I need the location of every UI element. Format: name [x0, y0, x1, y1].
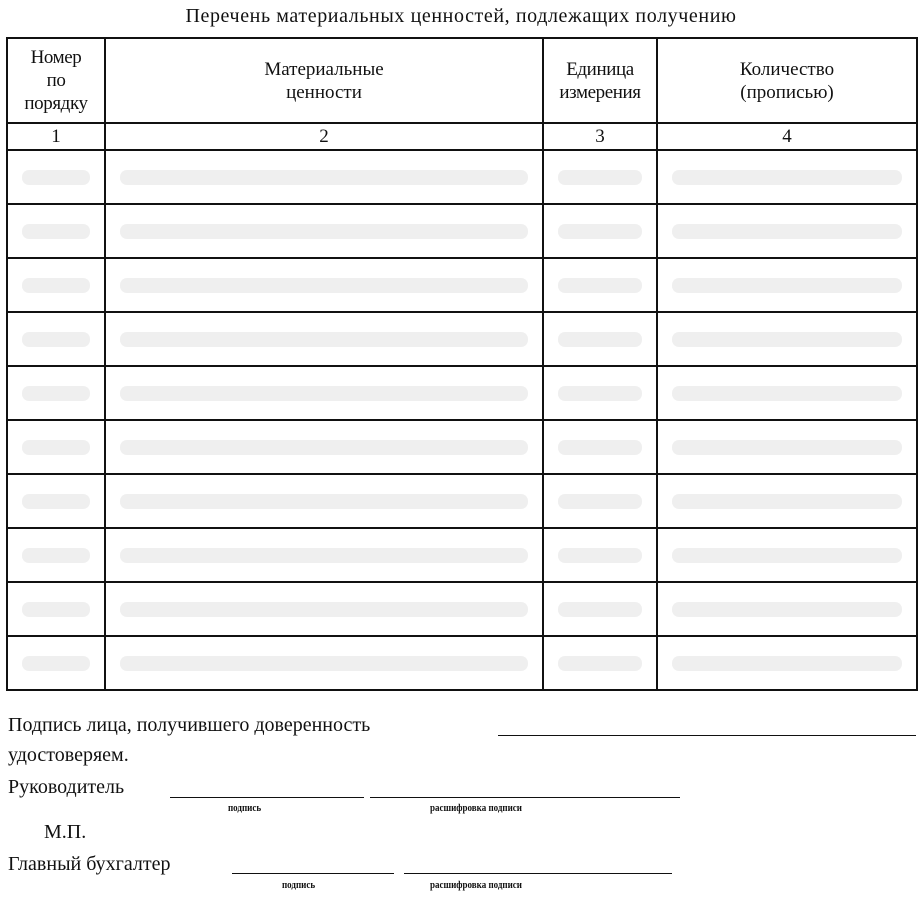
head-signature-caption: подпись [228, 803, 262, 814]
header-quantity: Количество (прописью) [657, 38, 917, 123]
column-number: 2 [105, 123, 543, 150]
table-row [7, 528, 917, 582]
table-cell[interactable] [657, 528, 917, 582]
table-cell[interactable] [657, 420, 917, 474]
valuables-table [6, 37, 918, 691]
table-cell[interactable] [543, 474, 657, 528]
table-cell[interactable] [105, 204, 543, 258]
table-cell[interactable] [543, 204, 657, 258]
table-cell[interactable] [105, 636, 543, 690]
table-cell[interactable] [7, 312, 105, 366]
table-cell[interactable] [543, 528, 657, 582]
table-cell[interactable] [7, 204, 105, 258]
table-row [7, 420, 917, 474]
table-cell[interactable] [657, 150, 917, 204]
accountant-decoding-line[interactable] [404, 873, 672, 874]
column-number: 4 [657, 123, 917, 150]
table-cell[interactable] [543, 258, 657, 312]
header-row-number: Номер по порядку [7, 38, 105, 123]
table-row [7, 366, 917, 420]
signature-label: Подпись лица, получившего доверенность [8, 714, 371, 736]
column-number: 3 [543, 123, 657, 150]
table-row [7, 474, 917, 528]
table-cell[interactable] [105, 582, 543, 636]
table-cell[interactable] [7, 528, 105, 582]
table-cell[interactable] [657, 582, 917, 636]
table-cell[interactable] [105, 258, 543, 312]
header-unit: Единица измерения [543, 38, 657, 123]
stamp-label: М.П. [44, 821, 87, 843]
head-decoding-caption: расшифровка подписи [430, 803, 522, 814]
signature-field-line[interactable] [498, 735, 916, 736]
column-number: 1 [7, 123, 105, 150]
column-numbers-row [7, 123, 917, 150]
table-cell[interactable] [105, 366, 543, 420]
table-header-row [7, 38, 917, 123]
table-cell[interactable] [543, 312, 657, 366]
table-cell[interactable] [543, 150, 657, 204]
table-cell[interactable] [7, 258, 105, 312]
table-cell[interactable] [543, 420, 657, 474]
table-cell[interactable] [105, 528, 543, 582]
table-cell[interactable] [105, 312, 543, 366]
table-cell[interactable] [657, 636, 917, 690]
accountant-signature-line[interactable] [232, 873, 394, 874]
table-cell[interactable] [7, 582, 105, 636]
head-label: Руководитель [8, 776, 125, 798]
table-cell[interactable] [543, 636, 657, 690]
head-decoding-line[interactable] [370, 797, 680, 798]
table-row [7, 636, 917, 690]
table-cell[interactable] [105, 150, 543, 204]
table-row [7, 204, 917, 258]
table-row [7, 312, 917, 366]
table-cell[interactable] [105, 474, 543, 528]
table-cell[interactable] [657, 474, 917, 528]
table-cell[interactable] [105, 420, 543, 474]
certify-label: удостоверяем. [8, 744, 129, 766]
table-cell[interactable] [657, 366, 917, 420]
table-cell[interactable] [657, 312, 917, 366]
table-cell[interactable] [7, 150, 105, 204]
form-title: Перечень материальных ценностей, подлежащих получению [185, 5, 737, 27]
table-row [7, 258, 917, 312]
table-cell[interactable] [543, 582, 657, 636]
table-row [7, 582, 917, 636]
accountant-decoding-caption: расшифровка подписи [430, 880, 522, 891]
chief-accountant-label: Главный бухгалтер [8, 853, 171, 875]
head-signature-line[interactable] [170, 797, 364, 798]
table-cell[interactable] [657, 258, 917, 312]
table-cell[interactable] [7, 474, 105, 528]
table-cell[interactable] [7, 366, 105, 420]
header-valuables: Материальные ценности [105, 38, 543, 123]
table-row [7, 150, 917, 204]
table-cell[interactable] [657, 204, 917, 258]
table-cell[interactable] [543, 366, 657, 420]
table-cell[interactable] [7, 636, 105, 690]
table-cell[interactable] [7, 420, 105, 474]
accountant-signature-caption: подпись [282, 880, 316, 891]
